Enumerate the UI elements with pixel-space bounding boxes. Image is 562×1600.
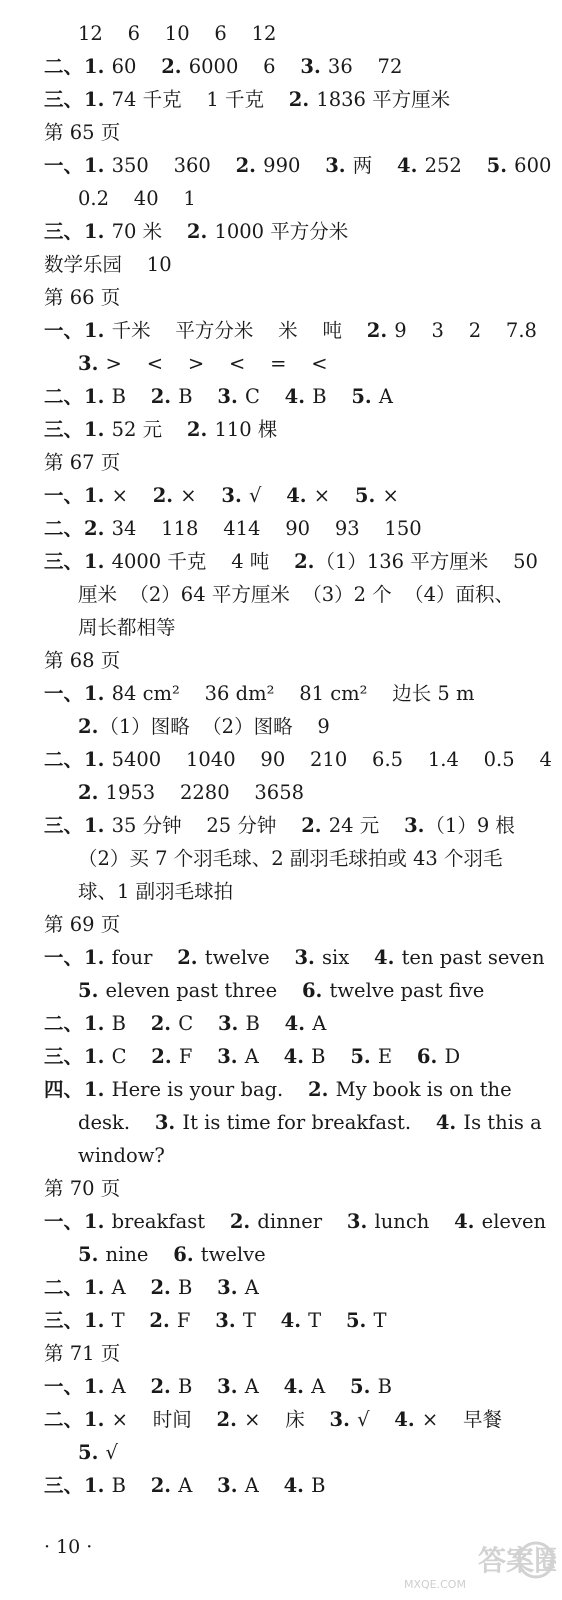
question-number: 1. [84,1408,105,1431]
answer-text: D [438,1045,461,1068]
question-number: 4. [280,1309,301,1332]
question-number: 2. [229,1210,251,1233]
section-label: 三、 [44,220,84,243]
answer-line [78,1109,542,1137]
question-number: 4. [397,154,418,177]
answer-text: √ [242,484,287,507]
answer-line [44,317,537,345]
answer-text: E [371,1045,417,1068]
answer-text: B [105,1474,151,1497]
line-text: 第 66 页 [44,286,121,309]
section-label: 一、 [44,1210,84,1233]
question-number: 1. [84,484,105,507]
answer-line [78,1241,266,1269]
answer-line [44,1274,259,1302]
answer-text: eleven [475,1210,547,1233]
answer-text: 36 72 [321,55,403,78]
question-number: 2. [288,88,310,111]
answer-line [44,746,552,774]
question-number: 2. [366,319,388,342]
answer-text: 35 分钟 25 分钟 [105,814,302,837]
answer-text: 4000 千克 4 吨 [105,550,295,573]
question-number: 6. [301,979,323,1002]
answer-line [44,383,393,411]
section-label: 四、 [44,1078,84,1101]
question-number: 2. [150,1276,171,1299]
answer-text: 60 [105,55,162,78]
answer-text: A [238,1375,284,1398]
answer-line [44,86,450,114]
question-number: 3. [404,814,425,837]
answer-text: A [238,1276,259,1299]
question-number: 5. [78,979,99,1002]
question-number: 2. [151,1045,172,1068]
section-label: 一、 [44,484,84,507]
answer-text: B [371,1375,392,1398]
section-label: 二、 [44,1012,84,1035]
question-number: 3. [325,154,346,177]
answer-text: ten past seven [395,946,545,969]
question-number: 1. [84,1375,105,1398]
question-number: 1. [84,1276,105,1299]
question-number: 2. [308,1078,329,1101]
answer-text: 24 元 [322,814,405,837]
question-number: 4. [394,1408,415,1431]
question-number: 2. [150,1012,172,1035]
line-text: 数学乐园 10 [44,253,172,276]
answer-text: C [105,1045,152,1068]
line-text: （2）买 7 个羽毛球、2 副羽毛球拍或 43 个羽毛 [78,847,503,870]
answer-text: A [372,385,393,408]
question-number: 1. [84,385,105,408]
answer-text: breakfast [105,1210,230,1233]
answer-line [44,284,120,312]
answer-text: × [307,484,355,507]
question-number: 2. [150,385,172,408]
answer-line [78,977,484,1005]
answer-text: （1）图略 （2）图略 9 [99,715,330,738]
answer-text: 70 米 [105,220,187,243]
answer-line [44,416,277,444]
answer-line [44,251,172,279]
question-number: 2. [84,517,105,540]
answer-line [44,152,551,180]
answer-text: × 早餐 [415,1408,502,1431]
answer-line [78,845,503,873]
answer-text: B [105,385,151,408]
answer-text: × [174,484,222,507]
question-number: 5. [350,1375,371,1398]
answer-line [78,581,514,609]
answer-line [78,779,304,807]
question-number: 4. [283,1474,304,1497]
question-number: 2. [149,1309,170,1332]
answer-text: 990 [256,154,326,177]
answer-text: A [238,1474,284,1497]
answer-text: 110 棵 [208,418,278,441]
answer-text: 84 cm² 36 dm² 81 cm² 边长 5 m [105,682,475,705]
question-number: 3. [300,55,321,78]
answer-text: T [236,1309,281,1332]
section-label: 三、 [44,550,84,573]
question-number: 4. [283,1375,304,1398]
answer-text: 1836 平方厘米 [310,88,451,111]
section-label: 二、 [44,1276,84,1299]
question-number: 2. [216,1408,237,1431]
question-number: 3. [215,1309,236,1332]
answer-line [44,1175,120,1203]
answer-text: nine [99,1243,174,1266]
answer-text: T [105,1309,150,1332]
question-number: 3. [217,1012,239,1035]
answer-line [44,647,120,675]
question-number: 1. [84,1210,105,1233]
line-text: 周长都相等 [78,616,176,639]
answer-line [44,812,515,840]
section-label: 三、 [44,1474,84,1497]
page-number: · 10 · [44,1536,93,1558]
answer-text: B [105,1012,151,1035]
answer-line [44,1307,387,1335]
section-label: 二、 [44,748,84,771]
answer-text: √ [99,1441,118,1464]
answer-line [44,1043,460,1071]
answer-line [44,1010,326,1038]
answer-text: Is this a [457,1111,542,1134]
answer-text: twelve past five [323,979,485,1002]
answer-text: 34 118 414 90 93 150 [105,517,422,540]
question-number: 1. [84,319,105,342]
question-number: 2. [78,781,99,804]
line-text: 球、1 副羽毛球拍 [78,880,234,903]
answer-text: √ [350,1408,395,1431]
section-label: 一、 [44,319,84,342]
line-text: 第 65 页 [44,121,121,144]
answer-text: B [239,1012,285,1035]
question-number: 1. [84,748,105,771]
question-number: 5. [78,1441,99,1464]
answer-text: 1000 平方分米 [208,220,349,243]
section-label: 一、 [44,946,84,969]
answer-text: 600 [507,154,552,177]
answer-text: dinner [251,1210,347,1233]
question-number: 1. [84,1078,105,1101]
question-number: 3. [329,1408,350,1431]
answer-text: F [170,1309,216,1332]
question-number: 3. [221,484,242,507]
question-number: 2. [161,55,182,78]
question-number: 3. [217,385,238,408]
answer-line [44,680,475,708]
answer-text: 350 360 [105,154,236,177]
answer-text: B [172,385,218,408]
question-number: 2. [177,946,198,969]
line-text: 厘米 （2）64 平方厘米 （3）2 个 （4）面积、 [78,583,515,606]
question-number: 4. [435,1111,457,1134]
question-number: 3. [346,1210,368,1233]
answer-line [44,1472,325,1500]
section-label: 一、 [44,1375,84,1398]
answer-text: T [367,1309,387,1332]
question-number: 2. [152,484,174,507]
question-number: 4. [283,1045,304,1068]
answer-line [44,449,120,477]
answer-text: × 时间 [105,1408,217,1431]
answer-text: 252 [418,154,487,177]
line-text: 第 70 页 [44,1177,121,1200]
question-number: 3. [217,1045,238,1068]
answer-text: A [105,1375,151,1398]
section-label: 二、 [44,55,84,78]
answer-text: 千米 平方分米 米 吨 [105,319,367,342]
section-label: 二、 [44,517,84,540]
question-number: 2. [301,814,322,837]
answer-text: 74 千克 1 千克 [105,88,289,111]
answer-text: F [172,1045,218,1068]
answer-text: A [304,1375,351,1398]
section-label: 二、 [44,1408,84,1431]
question-number: 3. [217,1474,238,1497]
question-number: 4. [454,1210,475,1233]
question-number: 5. [486,154,507,177]
answer-text: B [171,1375,218,1398]
question-number: 4. [286,484,307,507]
line-text: 第 69 页 [44,913,121,936]
answer-text: six [315,946,375,969]
answer-text: It is time for breakfast. [176,1111,436,1134]
question-number: 1. [84,1045,105,1068]
answer-line [44,482,399,510]
question-number: 6. [416,1045,438,1068]
answer-text: 52 元 [105,418,187,441]
question-number: 4. [284,385,306,408]
question-number: 3. [154,1111,176,1134]
question-number: 3. [217,1375,238,1398]
answer-text: × [105,484,153,507]
line-text: 第 68 页 [44,649,121,672]
question-number: 2. [294,550,315,573]
answer-line [78,20,276,48]
question-number: 5. [345,1309,367,1332]
answer-line [44,944,545,972]
answer-text: A [172,1474,218,1497]
answer-text: A [105,1276,151,1299]
line-text: 0.2 40 1 [78,187,196,210]
answer-text: （1）9 根 [425,814,515,837]
answer-text: T [301,1309,346,1332]
section-label: 三、 [44,1045,84,1068]
answer-text: > < > < = < [99,352,328,375]
answer-line [44,218,348,246]
answer-text: twelve [198,946,295,969]
answer-text: 9 3 2 7.8 [388,319,537,342]
line-text: desk. [78,1111,155,1134]
answer-line [44,515,422,543]
question-number: 1. [84,88,105,111]
answer-text: B [306,385,352,408]
answer-line [78,185,196,213]
question-number: 3. [78,352,99,375]
answer-line [44,53,402,81]
answer-text: C [238,385,285,408]
answer-text: C [172,1012,218,1035]
question-number: 1. [84,418,105,441]
question-number: 4. [374,946,395,969]
answer-text: A [238,1045,284,1068]
answer-text: lunch [368,1210,455,1233]
question-number: 1. [84,154,105,177]
answer-line [44,119,120,147]
question-number: 3. [217,1276,238,1299]
line-text: 第 67 页 [44,451,121,474]
answer-line [78,1142,165,1170]
line-text: 12 6 10 6 12 [78,22,277,45]
answer-text: B [171,1276,218,1299]
question-number: 2. [150,1474,172,1497]
question-number: 5. [354,484,376,507]
answer-text: 5400 1040 90 210 6.5 1.4 0.5 4 [105,748,552,771]
answer-line [78,1439,118,1467]
question-number: 1. [84,946,105,969]
answer-text: （1）136 平方厘米 50 [315,550,538,573]
answer-text: 两 [346,154,398,177]
question-number: 1. [84,682,105,705]
section-label: 二、 [44,385,84,408]
section-label: 一、 [44,154,84,177]
question-number: 3. [294,946,315,969]
section-label: 一、 [44,682,84,705]
question-number: 1. [84,1474,105,1497]
question-number: 1. [84,220,105,243]
question-number: 1. [84,550,105,573]
answer-line [78,878,233,906]
answer-line [44,548,538,576]
answer-text: 6000 6 [182,55,301,78]
answer-text: B [304,1045,351,1068]
answer-text: My book is on the [329,1078,512,1101]
answer-line [78,614,176,642]
section-label: 三、 [44,418,84,441]
question-number: 1. [84,1309,105,1332]
answer-text: 1953 2280 3658 [99,781,305,804]
question-number: 1. [84,814,105,837]
section-label: 三、 [44,88,84,111]
answer-text: eleven past three [99,979,302,1002]
watermark-caption: MXQE.COM [404,1578,466,1591]
section-label: 三、 [44,1309,84,1332]
line-text: window? [78,1144,165,1167]
question-number: 6. [173,1243,194,1266]
answer-line [44,1373,392,1401]
question-number: 1. [84,55,105,78]
answer-text: B [304,1474,326,1497]
question-number: 5. [351,385,372,408]
watermark-icon [386,1540,556,1580]
answer-text: × 床 [237,1408,330,1431]
answer-line [44,1406,502,1434]
watermark-logo [386,1540,556,1596]
answer-line [44,1340,120,1368]
answer-text: A [306,1012,327,1035]
answer-line [44,1076,512,1104]
answer-line [44,1208,546,1236]
answer-text: Here is your bag. [105,1078,309,1101]
answer-text: × [376,484,399,507]
question-number: 2. [235,154,256,177]
answer-text: twelve [194,1243,266,1266]
answer-line [78,350,328,378]
answer-text: four [105,946,178,969]
answer-line [44,911,120,939]
question-number: 2. [150,1375,171,1398]
question-number: 1. [84,1012,105,1035]
answer-line [78,713,330,741]
watermark-logo-text: 答案圈 [478,1544,556,1577]
question-number: 2. [186,418,208,441]
question-number: 2. [78,715,99,738]
question-number: 2. [186,220,208,243]
line-text: 第 71 页 [44,1342,121,1365]
question-number: 4. [284,1012,306,1035]
question-number: 5. [78,1243,99,1266]
question-number: 5. [350,1045,371,1068]
section-label: 三、 [44,814,84,837]
